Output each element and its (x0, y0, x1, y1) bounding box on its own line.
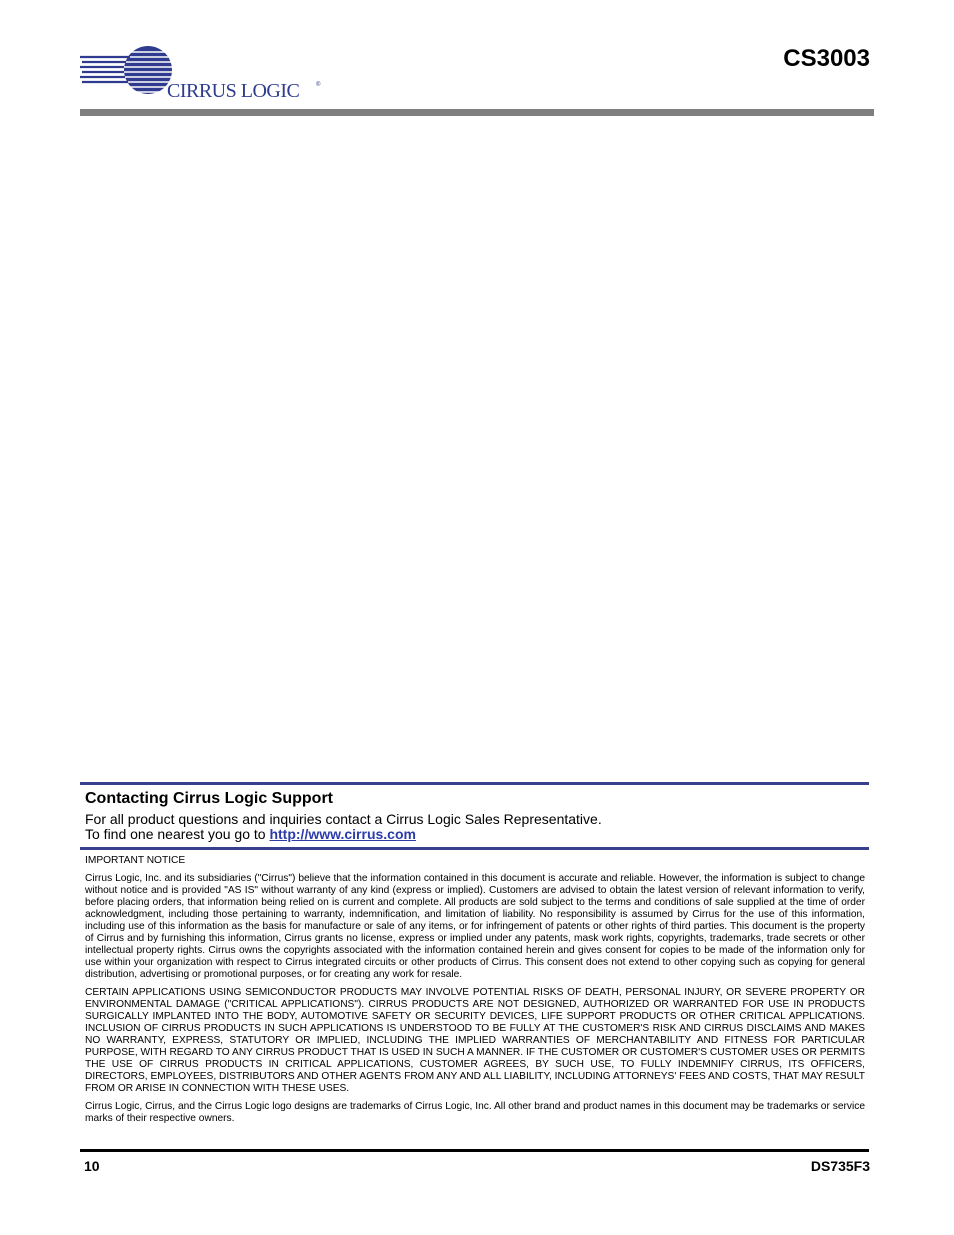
logo-wordmark: CIRRUS LOGIC (167, 80, 300, 102)
support-title: Contacting Cirrus Logic Support (85, 790, 333, 807)
support-rule-bottom (80, 847, 869, 850)
document-number: DS735F3 (810, 1158, 870, 1174)
footer-rule (80, 1149, 869, 1152)
notice-paragraph-3: Cirrus Logic, Cirrus, and the Cirrus Logic logo designs are trademarks of Cirrus Logic, Inc. All other brand and product names in this document may be trademarks or service marks of their respective owners. (85, 1101, 865, 1124)
notice-paragraph-2: CERTAIN APPLICATIONS USING SEMICONDUCTOR PRODUCTS MAY INVOLVE POTENTIAL RISKS OF DEATH, PERSONAL INJURY, OR SEVERE PROPERTY OR ENVIRONMENTAL DAMAGE ("CRITICAL APPLICATIONS"). CIRRUS PRODUCTS ARE NOT DESIGNED, AUTHORIZED OR WARRANTED FOR USE IN PRODUCTS SURGICALLY IMPLANTED INTO THE BODY, AUTOMOTIVE SAFETY OR SECURITY DEVICES, LIFE SUPPORT PRODUCTS OR OTHER CRITICAL APPLICATIONS. INCLUSION OF CIRRUS PRODUCTS IN SUCH APPLICATIONS IS UNDERSTOOD TO BE FULLY AT THE CUSTOMER'S RISK AND CIRRUS DISCLAIMS AND MAKES NO WARRANTY, EXPRESS, STATUTORY OR IMPLIED, INCLUDING THE IMPLIED WARRANTIES OF MERCHANTABILITY AND FITNESS FOR PARTICULAR PURPOSE, WITH REGARD TO ANY CIRRUS PRODUCT THAT IS USED IN SUCH A MANNER. IF THE CUSTOMER OR CUSTOMER'S CUSTOMER USES OR PERMITS THE USE OF CIRRUS PRODUCTS IN CRITICAL APPLICATIONS, CUSTOMER AGREES, BY SUCH USE, TO FULLY INDEMNIFY CIRRUS, ITS OFFICERS, DIRECTORS, EMPLOYEES, DISTRIBUTORS AND OTHER AGENTS FROM ANY AND ALL LIABILITY, INCLUDING ATTORNEYS' FEES AND COSTS, THAT MAY RESULT FROM OR ARISE IN CONNECTION WITH THESE USES. (85, 987, 865, 1094)
notice-paragraph-1: Cirrus Logic, Inc. and its subsidiaries ("Cirrus") believe that the information contained in this document is accurate and reliable. However, the information is subject to change without notice and is provided "AS IS" without warranty of any kind (express or implied). Customers are advised to obtain the latest version of relevant information to verify, before placing orders, that information being relied on is current and complete. All products are sold subject to the terms and conditions of sale supplied at the time of order acknowledgment, including those pertaining to warranty, indemnification, and limitation of liability. No responsibility is assumed by Cirrus for the use of this information, including use of this information as the basis for manufacture or sale of any items, or for infringement of patents or other rights of third parties. This document is the property of Cirrus and by furnishing this information, Cirrus grants no license, express or implied under any patents, mask work rights, copyrights, trademarks, trade secrets or other intellectual property rights. Cirrus owns the copyrights associated with the information contained herein and gives consent for copies to be made of the information only for use within your organization with respect to Cirrus integrated circuits or other products of Cirrus. This consent does not extend to other copying such as copying for general distribution, advertising or promotional purposes, or for creating any work for resale. (85, 873, 865, 980)
support-line-2-prefix: To find one nearest you go to (85, 826, 270, 842)
notice-heading: IMPORTANT NOTICE (85, 855, 186, 866)
part-number: CS3003 (783, 45, 870, 72)
page-number: 10 (84, 1158, 100, 1174)
support-rule-top (80, 782, 869, 785)
important-notice (85, 855, 865, 1131)
logo-registered-mark: ® (316, 82, 321, 88)
cirrus-website-link[interactable]: http://www.cirrus.com (269, 826, 416, 842)
header-bar (80, 109, 874, 116)
support-line-2 (85, 826, 416, 842)
support-line-1: For all product questions and inquiries contact a Cirrus Logic Sales Representative. (85, 811, 602, 827)
